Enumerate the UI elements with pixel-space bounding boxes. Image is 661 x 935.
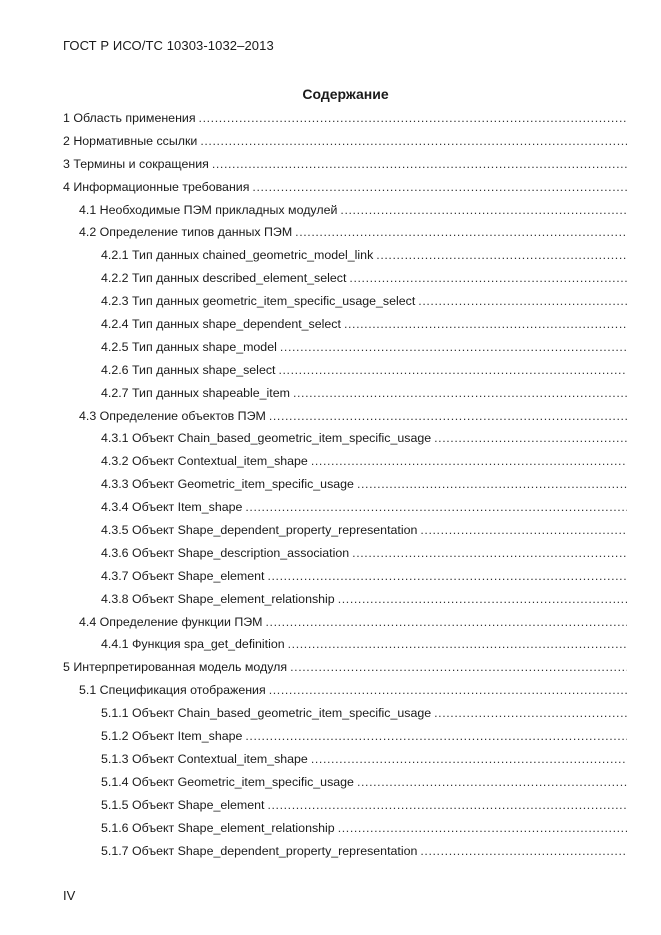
toc-leader-dots — [338, 592, 627, 606]
toc-entry[interactable] — [63, 409, 627, 432]
toc-entry[interactable] — [63, 157, 627, 180]
toc-leader-dots — [420, 523, 627, 537]
toc-entry[interactable] — [63, 546, 627, 569]
toc-entry-title: 4.3.3 Объект Geometric_item_specific_usage — [101, 477, 354, 492]
toc-entry-title: 5.1.2 Объект Item_shape — [101, 729, 243, 744]
toc-entry[interactable] — [63, 180, 627, 203]
toc-entry-title: 5.1.6 Объект Shape_element_relationship — [101, 820, 335, 835]
toc-entry[interactable] — [63, 523, 627, 546]
toc-entry-title: 4.2.3 Тип данных geometric_item_specific_usage_select — [101, 294, 416, 309]
toc-entry[interactable] — [63, 844, 627, 867]
toc-entry-title: 4.4.1 Функция spa_get_definition — [101, 637, 285, 652]
toc-entry-title: 1 Область применения — [63, 111, 196, 125]
toc-entry[interactable] — [63, 317, 627, 340]
toc-leader-dots — [293, 386, 627, 400]
toc-leader-dots — [420, 844, 627, 858]
toc-entry[interactable] — [63, 821, 627, 844]
toc-entry-title: 4.3.1 Объект Chain_based_geometric_item_specific_usage — [101, 431, 432, 446]
toc-entry[interactable] — [63, 340, 627, 363]
toc-leader-dots — [288, 637, 627, 651]
toc-entry-title: 4.3 Определение объектов ПЭМ — [79, 408, 266, 423]
toc-leader-dots — [357, 775, 627, 789]
toc-entry[interactable] — [63, 431, 627, 454]
toc-leader-dots — [418, 294, 627, 308]
toc-entry-title: 4.3.5 Объект Shape_dependent_property_representation — [101, 523, 418, 538]
toc-leader-dots — [245, 500, 627, 514]
toc-leader-dots — [278, 363, 627, 377]
toc-entry[interactable] — [63, 225, 627, 248]
toc-leader-dots — [269, 683, 627, 697]
page-title: Содержание — [302, 86, 389, 102]
toc-entry-title: 4.2.2 Тип данных described_element_select — [101, 271, 347, 286]
toc-entry-title: 5.1 Спецификация отображения — [79, 683, 266, 698]
toc-leader-dots — [295, 225, 627, 239]
toc-entry-title: 4.3.4 Объект Item_shape — [101, 500, 243, 515]
table-of-contents — [63, 111, 627, 866]
toc-leader-dots — [280, 340, 627, 354]
page-number: IV — [63, 888, 76, 903]
toc-entry[interactable] — [63, 454, 627, 477]
toc-entry-title: 5.1.5 Объект Shape_element — [101, 797, 265, 812]
toc-entry[interactable] — [63, 752, 627, 775]
toc-entry-title: 5.1.1 Объект Chain_based_geometric_item_specific_usage — [101, 706, 432, 721]
toc-entry-title: 4 Информационные требования — [63, 179, 250, 194]
toc-entry[interactable] — [63, 637, 627, 660]
toc-entry-title: 5.1.7 Объект Shape_dependent_property_representation — [101, 843, 418, 858]
toc-entry[interactable] — [63, 203, 627, 226]
toc-leader-dots — [267, 569, 627, 583]
toc-leader-dots — [212, 157, 627, 171]
toc-entry-title: 4.2.5 Тип данных shape_model — [101, 339, 277, 354]
toc-entry-title: 4.1 Необходимые ПЭМ прикладных модулей — [79, 202, 338, 217]
toc-leader-dots — [352, 546, 627, 560]
toc-leader-dots — [344, 317, 627, 331]
toc-entry[interactable] — [63, 569, 627, 592]
toc-leader-dots — [357, 477, 627, 491]
toc-entry[interactable] — [63, 592, 627, 615]
toc-leader-dots — [349, 271, 627, 285]
toc-entry[interactable] — [63, 271, 627, 294]
toc-entry[interactable] — [63, 660, 627, 683]
toc-entry-title: 4.2 Определение типов данных ПЭМ — [79, 225, 293, 240]
toc-entry[interactable] — [63, 477, 627, 500]
toc-entry-title: 4.3.2 Объект Contextual_item_shape — [101, 454, 308, 469]
toc-entry-title: 2 Нормативные ссылки — [63, 133, 198, 148]
toc-entry-title: 4.2.7 Тип данных shapeable_item — [101, 385, 290, 400]
toc-entry-title: 4.2.6 Тип данных shape_select — [101, 362, 276, 377]
toc-entry[interactable] — [63, 798, 627, 821]
toc-entry[interactable] — [63, 294, 627, 317]
toc-entry[interactable] — [63, 683, 627, 706]
document-code: ГОСТ Р ИСО/ТС 10303-1032–2013 — [63, 38, 274, 53]
toc-entry-title: 5 Интерпретированная модель модуля — [63, 660, 288, 675]
toc-leader-dots — [376, 248, 627, 262]
toc-leader-dots — [434, 431, 627, 445]
toc-entry-title: 5.1.4 Объект Geometric_item_specific_usage — [101, 774, 354, 789]
toc-leader-dots — [434, 706, 627, 720]
toc-entry[interactable] — [63, 386, 627, 409]
toc-entry[interactable] — [63, 248, 627, 271]
toc-leader-dots — [200, 134, 627, 148]
toc-entry[interactable] — [63, 729, 627, 752]
toc-entry-title: 4.2.1 Тип данных chained_geometric_model_link — [101, 248, 374, 263]
toc-leader-dots — [265, 615, 627, 629]
toc-entry[interactable] — [63, 363, 627, 386]
toc-entry[interactable] — [63, 615, 627, 638]
toc-leader-dots — [338, 821, 627, 835]
toc-entry-title: 3 Термины и сокращения — [63, 156, 209, 171]
toc-leader-dots — [199, 111, 627, 125]
toc-leader-dots — [245, 729, 627, 743]
toc-leader-dots — [340, 203, 627, 217]
toc-entry[interactable] — [63, 775, 627, 798]
toc-entry-title: 4.4 Определение функции ПЭМ — [79, 614, 263, 629]
toc-entry[interactable] — [63, 134, 627, 157]
toc-entry[interactable] — [63, 706, 627, 729]
toc-leader-dots — [311, 752, 627, 766]
toc-entry-title: 4.3.6 Объект Shape_description_association — [101, 545, 350, 560]
toc-leader-dots — [311, 454, 627, 468]
toc-entry-title: 5.1.3 Объект Contextual_item_shape — [101, 751, 308, 766]
toc-entry[interactable] — [63, 111, 627, 134]
toc-leader-dots — [267, 798, 627, 812]
toc-entry-title: 4.3.8 Объект Shape_element_relationship — [101, 591, 335, 606]
toc-entry[interactable] — [63, 500, 627, 523]
toc-entry-title: 4.3.7 Объект Shape_element — [101, 568, 265, 583]
toc-leader-dots — [269, 409, 627, 423]
toc-entry-title: 4.2.4 Тип данных shape_dependent_select — [101, 317, 341, 332]
toc-leader-dots — [252, 180, 627, 194]
toc-leader-dots — [290, 660, 627, 674]
